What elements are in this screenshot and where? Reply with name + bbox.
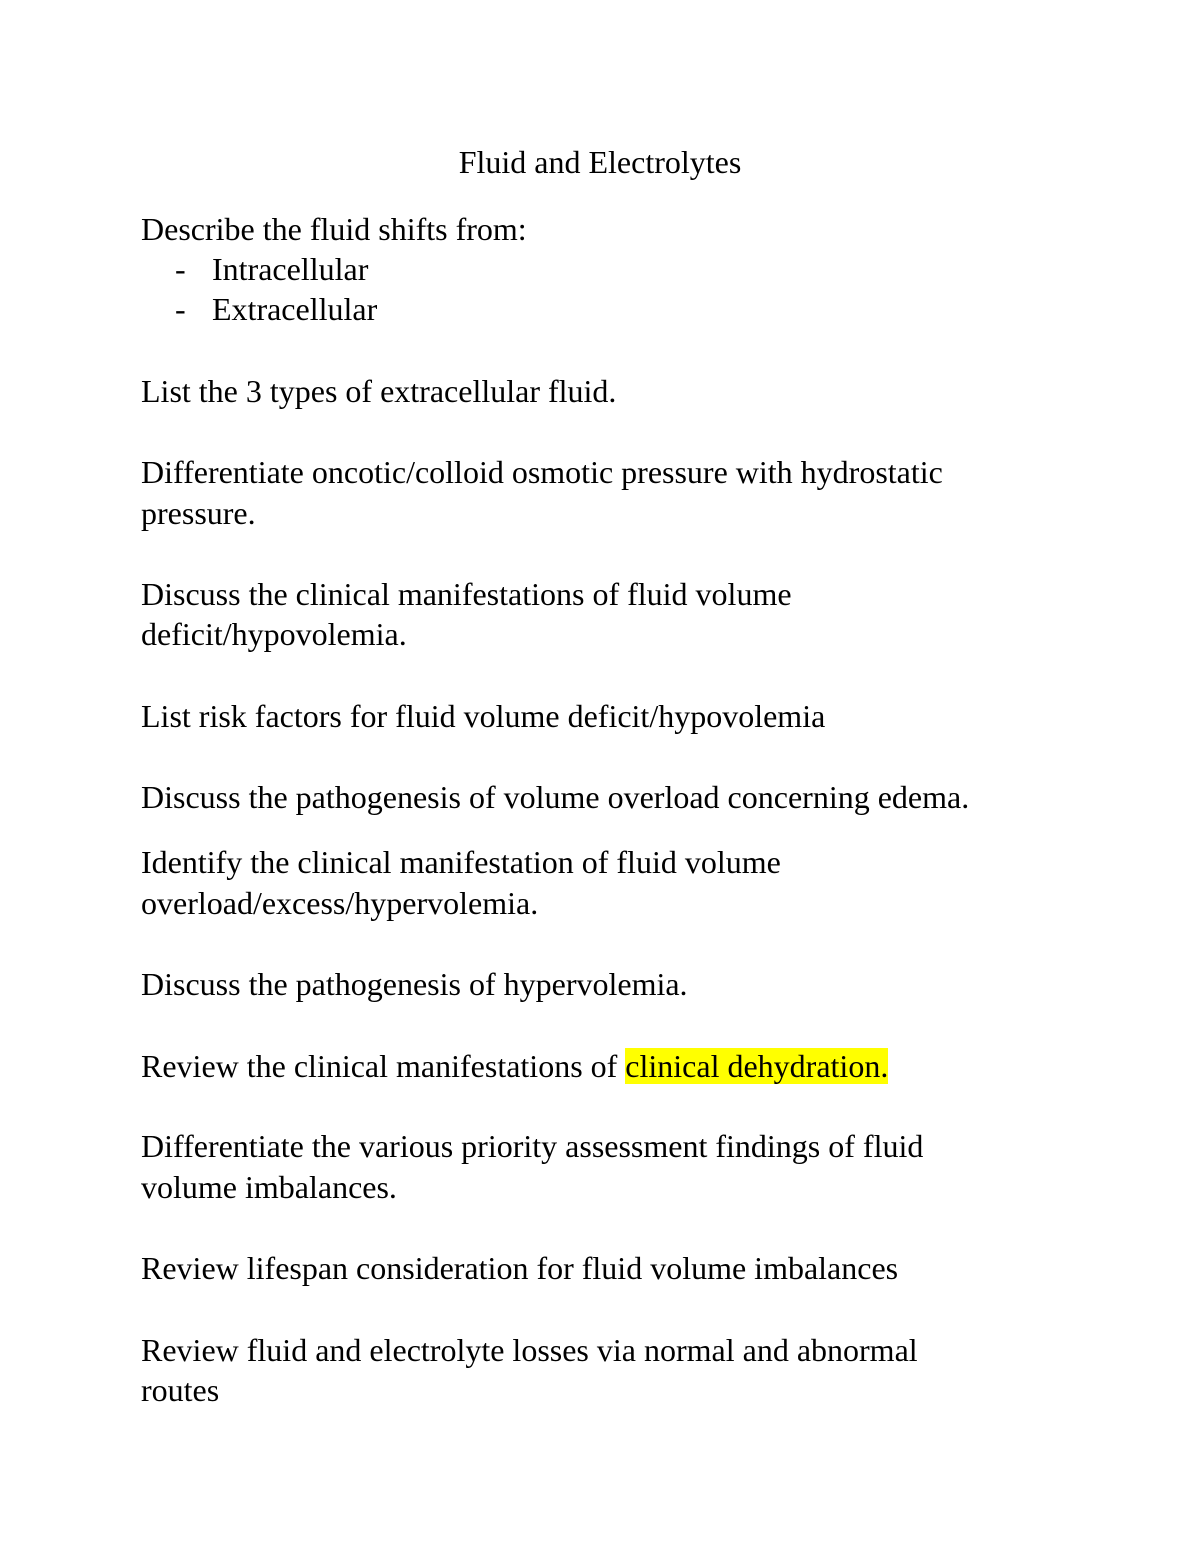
list-item	[175, 289, 378, 330]
highlighted-text: clinical dehydration.	[625, 1048, 889, 1084]
question-overload-line2: overload/excess/hypervolemia.	[141, 885, 539, 921]
question-priority-line1: Differentiate the various priority assessment findings of fluid	[141, 1128, 924, 1164]
question-deficit-line2: deficit/hypovolemia.	[141, 616, 407, 652]
question-dehydration	[141, 1046, 888, 1087]
page-title: Fluid and Electrolytes	[458, 144, 742, 180]
question-ecf-types: List the 3 types of extracellular fluid.	[141, 373, 617, 409]
question-overload-line1: Identify the clinical manifestation of fluid volume	[141, 844, 781, 880]
question-dehydration-prefix: Review the clinical manifestations of	[141, 1048, 626, 1084]
list-item	[175, 249, 369, 290]
question-lifespan: Review lifespan consideration for fluid volume imbalances	[141, 1250, 899, 1286]
list-item-text: Intracellular	[212, 251, 369, 287]
list-dash: -	[175, 291, 186, 327]
fluid-shifts-prompt: Describe the fluid shifts from:	[141, 211, 527, 247]
question-deficit-line1: Discuss the clinical manifestations of fluid volume	[141, 576, 792, 612]
question-priority-line2: volume imbalances.	[141, 1169, 397, 1205]
question-losses-line1: Review fluid and electrolyte losses via normal and abnormal	[141, 1332, 918, 1368]
list-dash: -	[175, 251, 186, 287]
question-hypervolemia: Discuss the pathogenesis of hypervolemia.	[141, 966, 688, 1002]
list-item-text: Extracellular	[212, 291, 378, 327]
question-losses-line2: routes	[141, 1372, 220, 1408]
question-oncotic-line1: Differentiate oncotic/colloid osmotic pressure with hydrostatic	[141, 454, 943, 490]
question-risk-factors: List risk factors for fluid volume deficit/hypovolemia	[141, 698, 826, 734]
question-overload-edema: Discuss the pathogenesis of volume overload concerning edema.	[141, 779, 970, 815]
question-oncotic-line2: pressure.	[141, 495, 256, 531]
